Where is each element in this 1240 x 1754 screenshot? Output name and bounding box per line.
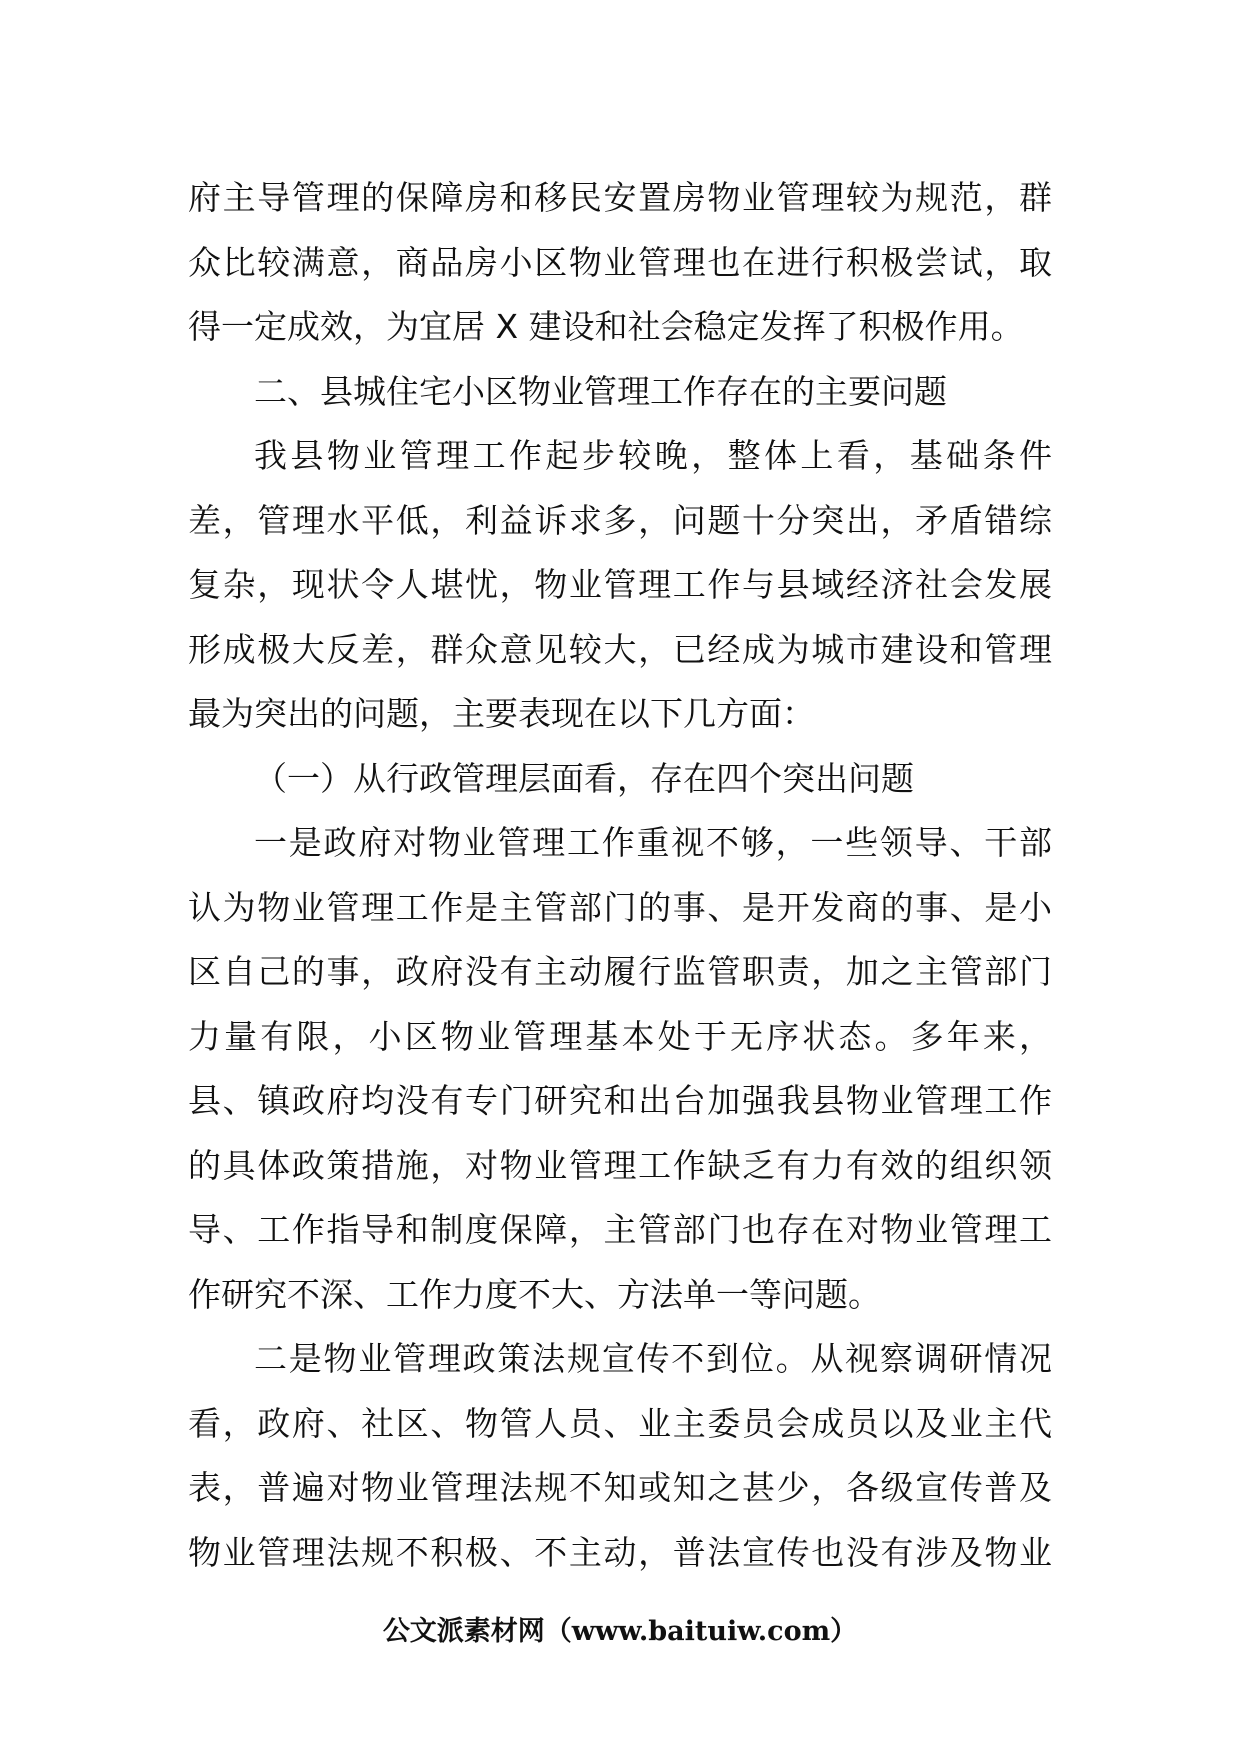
text-line: 形成极大反差，群众意见较大，已经成为城市建设和管理	[188, 629, 1052, 669]
text-line: 二是物业管理政策法规宣传不到位。从视察调研情况	[254, 1339, 1052, 1378]
text-line: 的具体政策措施，对物业管理工作缺乏有力有效的组织领	[188, 1145, 1052, 1185]
text-line: 导、工作指导和制度保障，主管部门也存在对物业管理工	[188, 1210, 1052, 1249]
text-line: 二、县城住宅小区物业管理工作存在的主要问题	[254, 371, 947, 411]
text-line: 表，普遍对物业管理法规不知或知之甚少，各级宣传普及	[188, 1468, 1052, 1507]
text-line: 区自己的事，政府没有主动履行监管职责，加之主管部门	[188, 952, 1052, 991]
text-line: 最为突出的问题，主要表现在以下几方面：	[188, 694, 815, 733]
text-line: 府主导管理的保障房和移民安置房物业管理较为规范，群	[188, 178, 1052, 217]
text-line: 县、镇政府均没有专门研究和出台加强我县物业管理工作	[188, 1081, 1052, 1120]
text-line: 得一定成效，为宜居 X 建设和社会稳定发挥了积极作用。	[188, 307, 1024, 346]
document-body	[188, 166, 1052, 1585]
text-line: 认为物业管理工作是主管部门的事、是开发商的事、是小	[188, 887, 1052, 927]
footer-watermark: 公文派素材网（www.baituiw.com）	[382, 1616, 858, 1647]
text-line: 一是政府对物业管理工作重视不够，一些领导、干部	[254, 823, 1052, 862]
text-line: 复杂，现状令人堪忧，物业管理工作与县域经济社会发展	[188, 565, 1052, 604]
text-line: 差，管理水平低，利益诉求多，问题十分突出，矛盾错综	[188, 500, 1052, 540]
text-line: 作研究不深、工作力度不大、方法单一等问题。	[188, 1274, 881, 1314]
text-line: （一）从行政管理层面看，存在四个突出问题	[254, 758, 914, 798]
text-line: 力量有限，小区物业管理基本处于无序状态。多年来，	[188, 1016, 1052, 1056]
text-line: 众比较满意，商品房小区物业管理也在进行积极尝试，取	[188, 242, 1052, 282]
text-line: 看，政府、社区、物管人员、业主委员会成员以及业主代	[188, 1403, 1052, 1443]
text-line: 物业管理法规不积极、不主动，普法宣传也没有涉及物业	[188, 1532, 1052, 1572]
text-line: 我县物业管理工作起步较晚，整体上看，基础条件	[254, 436, 1052, 475]
